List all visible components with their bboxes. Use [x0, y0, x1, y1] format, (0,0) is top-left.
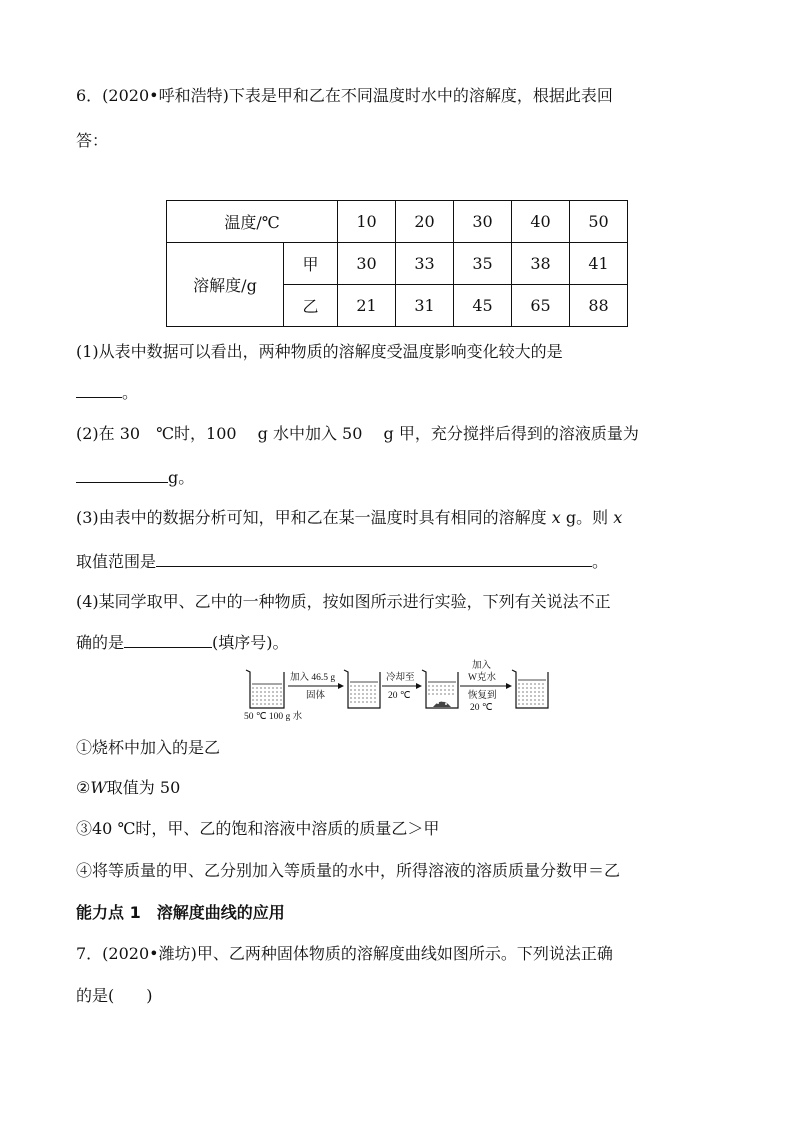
table-row	[167, 243, 628, 285]
arrow1-top-label: 加入 46.5 g	[290, 673, 336, 683]
q6-stem-line2: 答：	[76, 131, 109, 150]
table-cell: 88	[570, 285, 628, 327]
table-cell: 38	[512, 243, 570, 285]
answer-blank[interactable]	[124, 631, 212, 648]
q7-stem-line1: 7．(2020•潍坊)甲、乙两种固体物质的溶解度曲线如图所示。下列说法正确	[76, 944, 613, 963]
q6-part4-text: (填序号)。	[212, 633, 289, 652]
solubility-header: 溶解度/g	[167, 243, 284, 327]
table-cell: 35	[454, 243, 512, 285]
variable-x: x	[551, 508, 561, 527]
q6-part2-answer	[76, 466, 194, 488]
beaker-icon	[344, 670, 380, 708]
q6-option-3: ③40 ℃时，甲、乙的饱和溶液中溶质的质量乙＞甲	[76, 819, 440, 838]
arrow2-bottom-label: 20 ℃	[388, 691, 411, 701]
q6-option-2	[76, 778, 180, 798]
arrow2-top-label: 冷却至	[386, 673, 415, 683]
q6-stem-line1: 6．(2020•呼和浩特)下表是甲和乙在不同温度时水中的溶解度，根据此表回	[76, 86, 613, 105]
q6-part1: (1)从表中数据可以看出，两种物质的溶解度受温度影响变化较大的是	[76, 342, 563, 361]
substance-yi: 乙	[284, 285, 338, 327]
q6-part4-answer	[76, 631, 289, 653]
table-cell: 45	[454, 285, 512, 327]
temp-header: 温度/℃	[167, 201, 338, 243]
table-cell: 20	[396, 201, 454, 243]
answer-blank[interactable]	[156, 550, 592, 567]
substance-jia: 甲	[284, 243, 338, 285]
arrow-icon	[460, 683, 512, 689]
table-cell: 30	[454, 201, 512, 243]
arrow-icon	[288, 683, 344, 689]
table-cell: 30	[338, 243, 396, 285]
variable-x: x	[613, 508, 623, 527]
q6-option-4: ④将等质量的甲、乙分别加入等质量的水中，所得溶液的溶质质量分数甲＝乙	[76, 861, 621, 880]
answer-blank[interactable]	[76, 381, 122, 398]
unit-text: g。	[168, 468, 195, 487]
experiment-diagram	[240, 658, 560, 724]
arrow3-label-3: 恢复到	[468, 691, 497, 701]
beaker-icon	[512, 670, 548, 708]
answer-blank[interactable]	[76, 466, 168, 483]
table-cell: 21	[338, 285, 396, 327]
table-cell: 33	[396, 243, 454, 285]
table-cell: 10	[338, 201, 396, 243]
option-marker: ②	[76, 778, 91, 797]
table-cell: 41	[570, 243, 628, 285]
q6-part4-text: 确的是	[76, 633, 125, 652]
q6-part3-answer	[76, 550, 608, 572]
arrow-icon	[382, 683, 422, 689]
q6-option-1: ①烧杯中加入的是乙	[76, 738, 221, 757]
table-cell: 65	[512, 285, 570, 327]
arrow3-label-1: 加入	[472, 661, 492, 671]
section-heading: 能力点 1 溶解度曲线的应用	[76, 903, 285, 922]
table-cell: 40	[512, 201, 570, 243]
q6-part4: (4)某同学取甲、乙中的一种物质，按如图所示进行实验，下列有关说法不正	[76, 592, 611, 611]
variable-w: W	[90, 778, 107, 797]
q6-part3-text: (3)由表中的数据分析可知，甲和乙在某一温度时具有相同的溶解度	[76, 508, 552, 527]
solubility-table	[166, 200, 628, 327]
beaker-with-crystals-icon	[422, 670, 458, 708]
table-cell: 50	[570, 201, 628, 243]
q6-part3-text: g。则	[560, 508, 614, 527]
q6-part1-answer	[76, 381, 138, 403]
q6-part3-text: 取值范围是	[76, 552, 157, 571]
beaker1-label: 50 ℃ 100 g 水	[244, 712, 303, 722]
arrow1-bottom-label: 固体	[306, 691, 326, 701]
table-cell: 31	[396, 285, 454, 327]
q6-part3	[76, 508, 622, 528]
arrow3-label-2: W克水	[468, 673, 496, 683]
beaker-icon	[246, 670, 284, 708]
table-row	[167, 201, 628, 243]
punctuation: 。	[122, 383, 139, 402]
q6-part2: (2)在 30 ℃时，100 g 水中加入 50 g 甲，充分搅拌后得到的溶液质量为	[76, 424, 639, 443]
punctuation: 。	[592, 552, 609, 571]
option-text: 取值为 50	[106, 778, 181, 797]
arrow3-label-4: 20 ℃	[470, 703, 493, 713]
q7-stem-line2: 的是( )	[76, 986, 153, 1005]
